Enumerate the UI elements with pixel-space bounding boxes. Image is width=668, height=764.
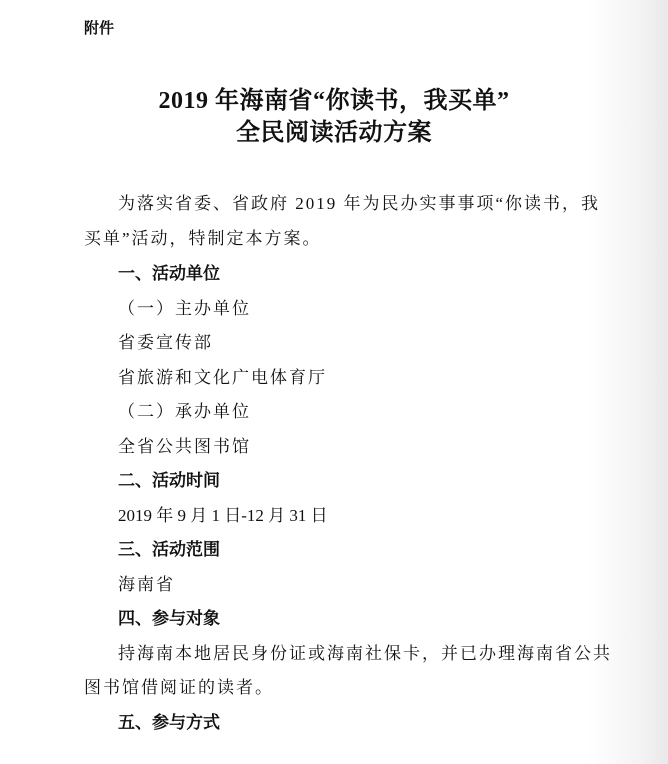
section-5-heading: 五、参与方式 [118, 713, 220, 732]
activity-scope: 海南省 [118, 575, 175, 594]
organizer-1: 省委宣传部 [118, 333, 213, 352]
section-2-heading: 二、活动时间 [118, 471, 220, 490]
section-1-heading: 一、活动单位 [118, 264, 220, 283]
participants-line-2: 图书馆借阅证的读者。 [84, 678, 274, 697]
activity-period: 2019 年 9 月 1 日-12 月 31 日 [118, 506, 328, 525]
section-3-heading: 三、活动范围 [118, 540, 220, 559]
section-1-sub-1: （一）主办单位 [118, 299, 251, 318]
intro-line-1: 为落实省委、省政府 2019 年为民办实事事项“你读书，我 [118, 194, 601, 213]
attachment-label: 附件 [84, 20, 115, 37]
title-line-2: 全民阅读活动方案 [236, 120, 432, 146]
section-4-heading: 四、参与对象 [118, 609, 220, 628]
title-line-1: 2019 年海南省“你读书，我买单” [158, 88, 510, 114]
organizer-2: 省旅游和文化广电体育厅 [118, 368, 327, 387]
participants-line-1: 持海南本地居民身份证或海南社保卡，并已办理海南省公共 [118, 644, 612, 663]
co-organizer-1: 全省公共图书馆 [118, 437, 251, 456]
intro-line-2: 买单”活动，特制定本方案。 [84, 229, 322, 248]
section-1-sub-2: （二）承办单位 [118, 402, 251, 421]
